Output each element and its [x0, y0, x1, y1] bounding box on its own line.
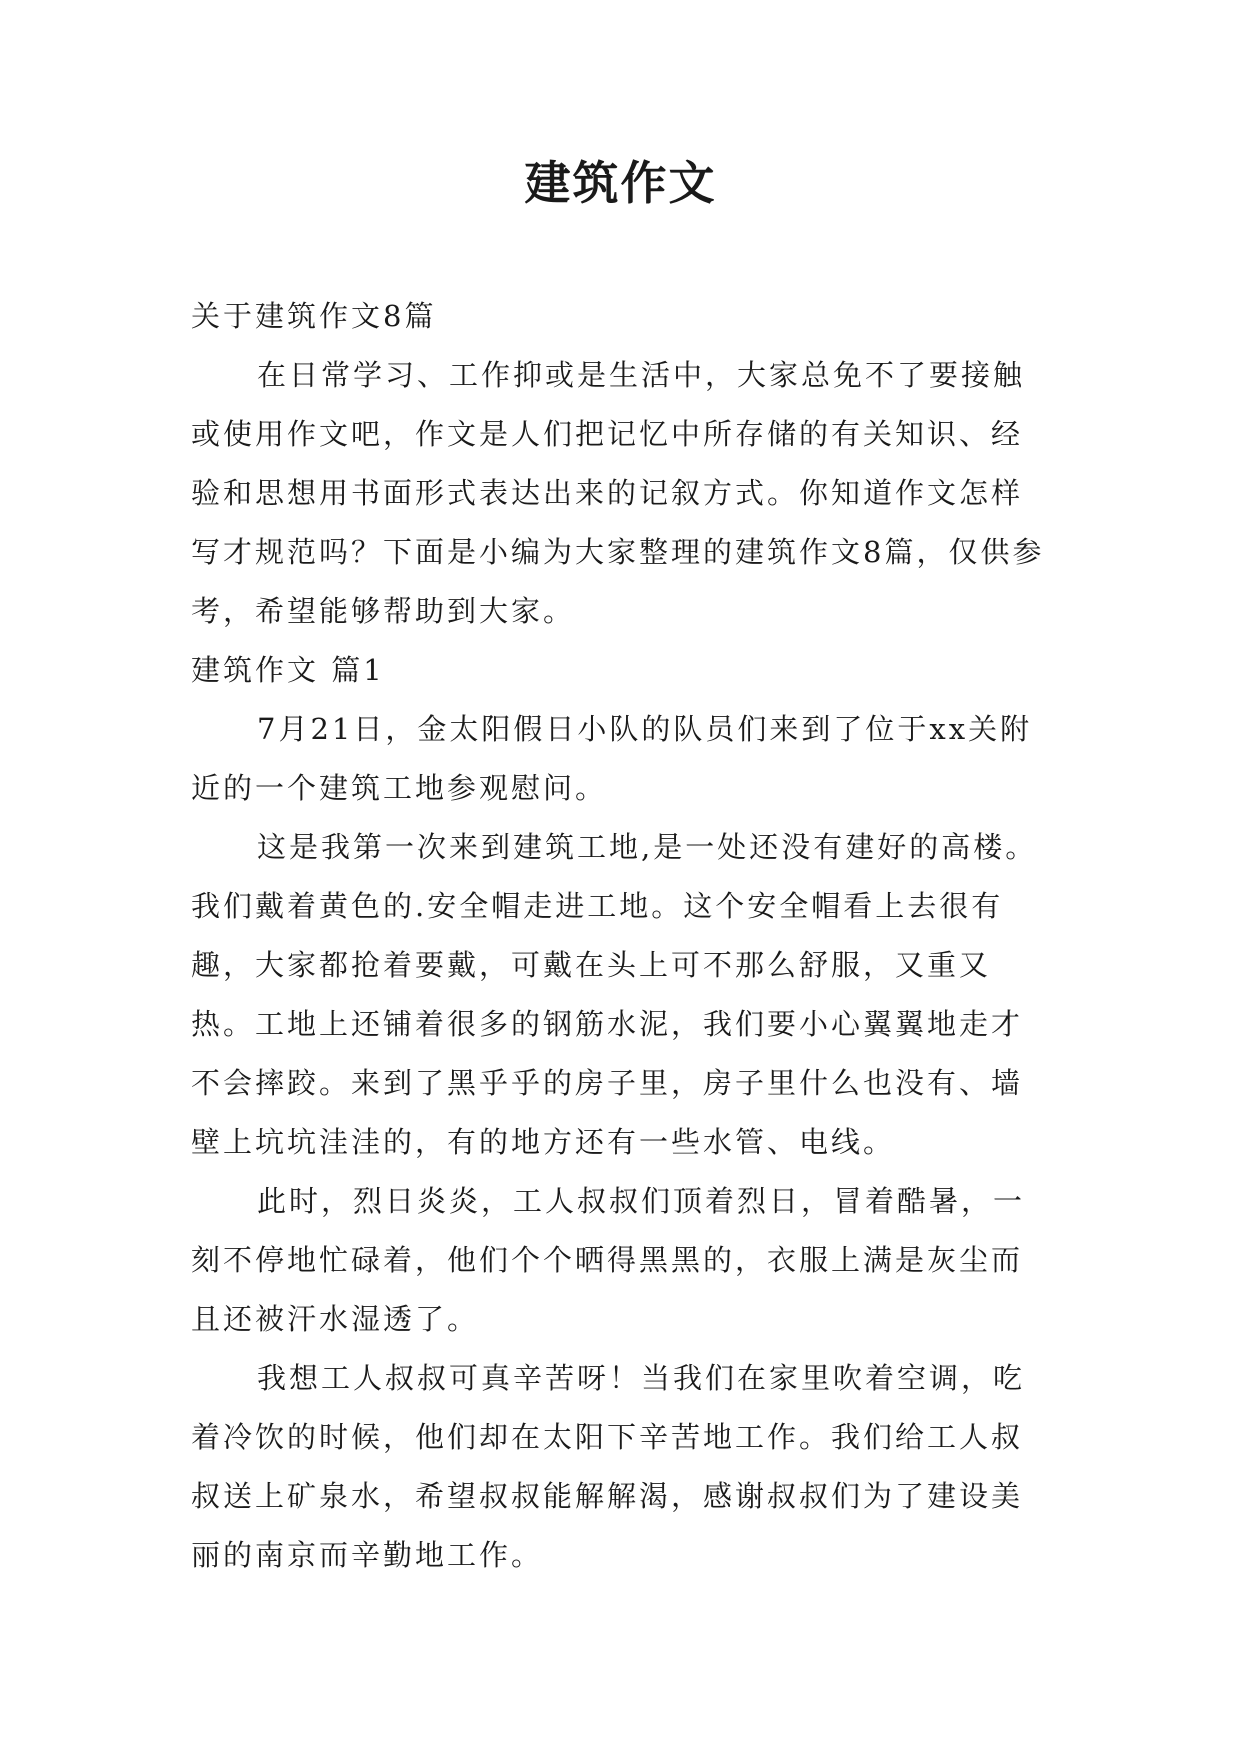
- body-paragraph: 此时，烈日炎炎，工人叔叔们顶着烈日，冒着酷暑，一刻不停地忙碌着，他们个个晒得黑黑的，衣服上满是灰尘而且还被汗水湿透了。: [191, 1184, 1026, 1336]
- section-heading: 建筑作文 篇1: [191, 653, 385, 687]
- body-paragraph: 这是我第一次来到建筑工地,是一处还没有建好的高楼。我们戴着黄色的.安全帽走进工地。这个安全帽看上去很有趣，大家都抢着要戴，可戴在头上可不那么舒服，又重又热。工地上还铺着很多的钢筋水泥，我们要小心翼翼地走才不会摔跤。来到了黑乎乎的房子里，房子里什么也没有、墙壁上坑坑洼洼的，有的地方还有一些水管、电线。: [191, 830, 1038, 1159]
- body-paragraph: 我想工人叔叔可真辛苦呀！当我们在家里吹着空调，吃着冷饮的时候，他们却在太阳下辛苦地工作。我们给工人叔叔送上矿泉水，希望叔叔能解解渴，感谢叔叔们为了建设美丽的南京而辛勤地工作。: [191, 1361, 1026, 1572]
- document-title: 建筑作文: [524, 156, 717, 210]
- intro-paragraph: 在日常学习、工作抑或是生活中，大家总免不了要接触或使用作文吧，作文是人们把记忆中所存储的有关知识、经验和思想用书面形式表达出来的记叙方式。你知道作文怎样写才规范吗？下面是小编为大家整理的建筑作文8篇，仅供参考，希望能够帮助到大家。: [191, 358, 1045, 628]
- document-body: [191, 287, 1051, 1585]
- body-paragraph: 7月21日，金太阳假日小队的队员们来到了位于xx关附近的一个建筑工地参观慰问。: [191, 712, 1033, 805]
- document-subtitle: 关于建筑作文8篇: [191, 299, 437, 333]
